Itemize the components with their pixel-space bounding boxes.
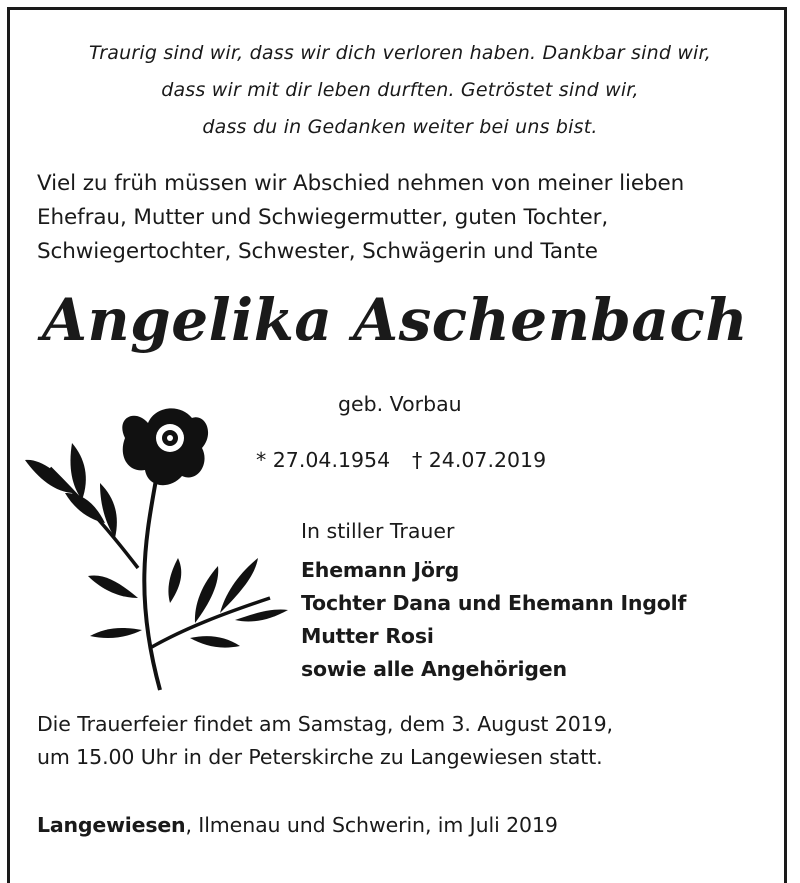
mourner-name: Mutter Rosi: [301, 624, 434, 648]
ceremony-line-1: Die Trauerfeier findet am Samstag, dem 3. August 2019,: [37, 712, 613, 736]
ceremony-line-2: um 15.00 Uhr in der Peterskirche zu Langewiesen statt.: [37, 745, 603, 769]
intro-line-2: Ehefrau, Mutter und Schwiegermutter, guten Tochter,: [37, 205, 609, 230]
closing-line: [37, 813, 558, 837]
rose-icon: [20, 398, 290, 698]
poem-line-2: dass wir mit dir leben durften. Getröstet sind wir,: [161, 79, 639, 101]
poem-line-1: Traurig sind wir, dass wir dich verloren haben. Dankbar sind wir,: [88, 42, 712, 64]
intro-line-3: Schwiegertochter, Schwester, Schwägerin und Tante: [37, 239, 598, 264]
maiden-name: geb. Vorbau: [338, 392, 462, 416]
mourner-name: Tochter Dana und Ehemann Ingolf: [301, 591, 687, 615]
closing-place: Langewiesen: [37, 813, 186, 837]
birth-date: * 27.04.1954: [256, 448, 391, 472]
mourner-name: Ehemann Jörg: [301, 558, 460, 582]
mourner-name: sowie alle Angehörigen: [301, 657, 567, 681]
death-date: † 24.07.2019: [412, 448, 547, 472]
mourners-heading: In stiller Trauer: [301, 519, 455, 543]
intro-line-1: Viel zu früh müssen wir Abschied nehmen von meiner lieben: [37, 171, 685, 196]
deceased-name: Angelika Aschenbach: [42, 286, 748, 354]
poem-line-3: dass du in Gedanken weiter bei uns bist.: [202, 116, 598, 138]
closing-rest: , Ilmenau und Schwerin, im Juli 2019: [185, 813, 558, 837]
